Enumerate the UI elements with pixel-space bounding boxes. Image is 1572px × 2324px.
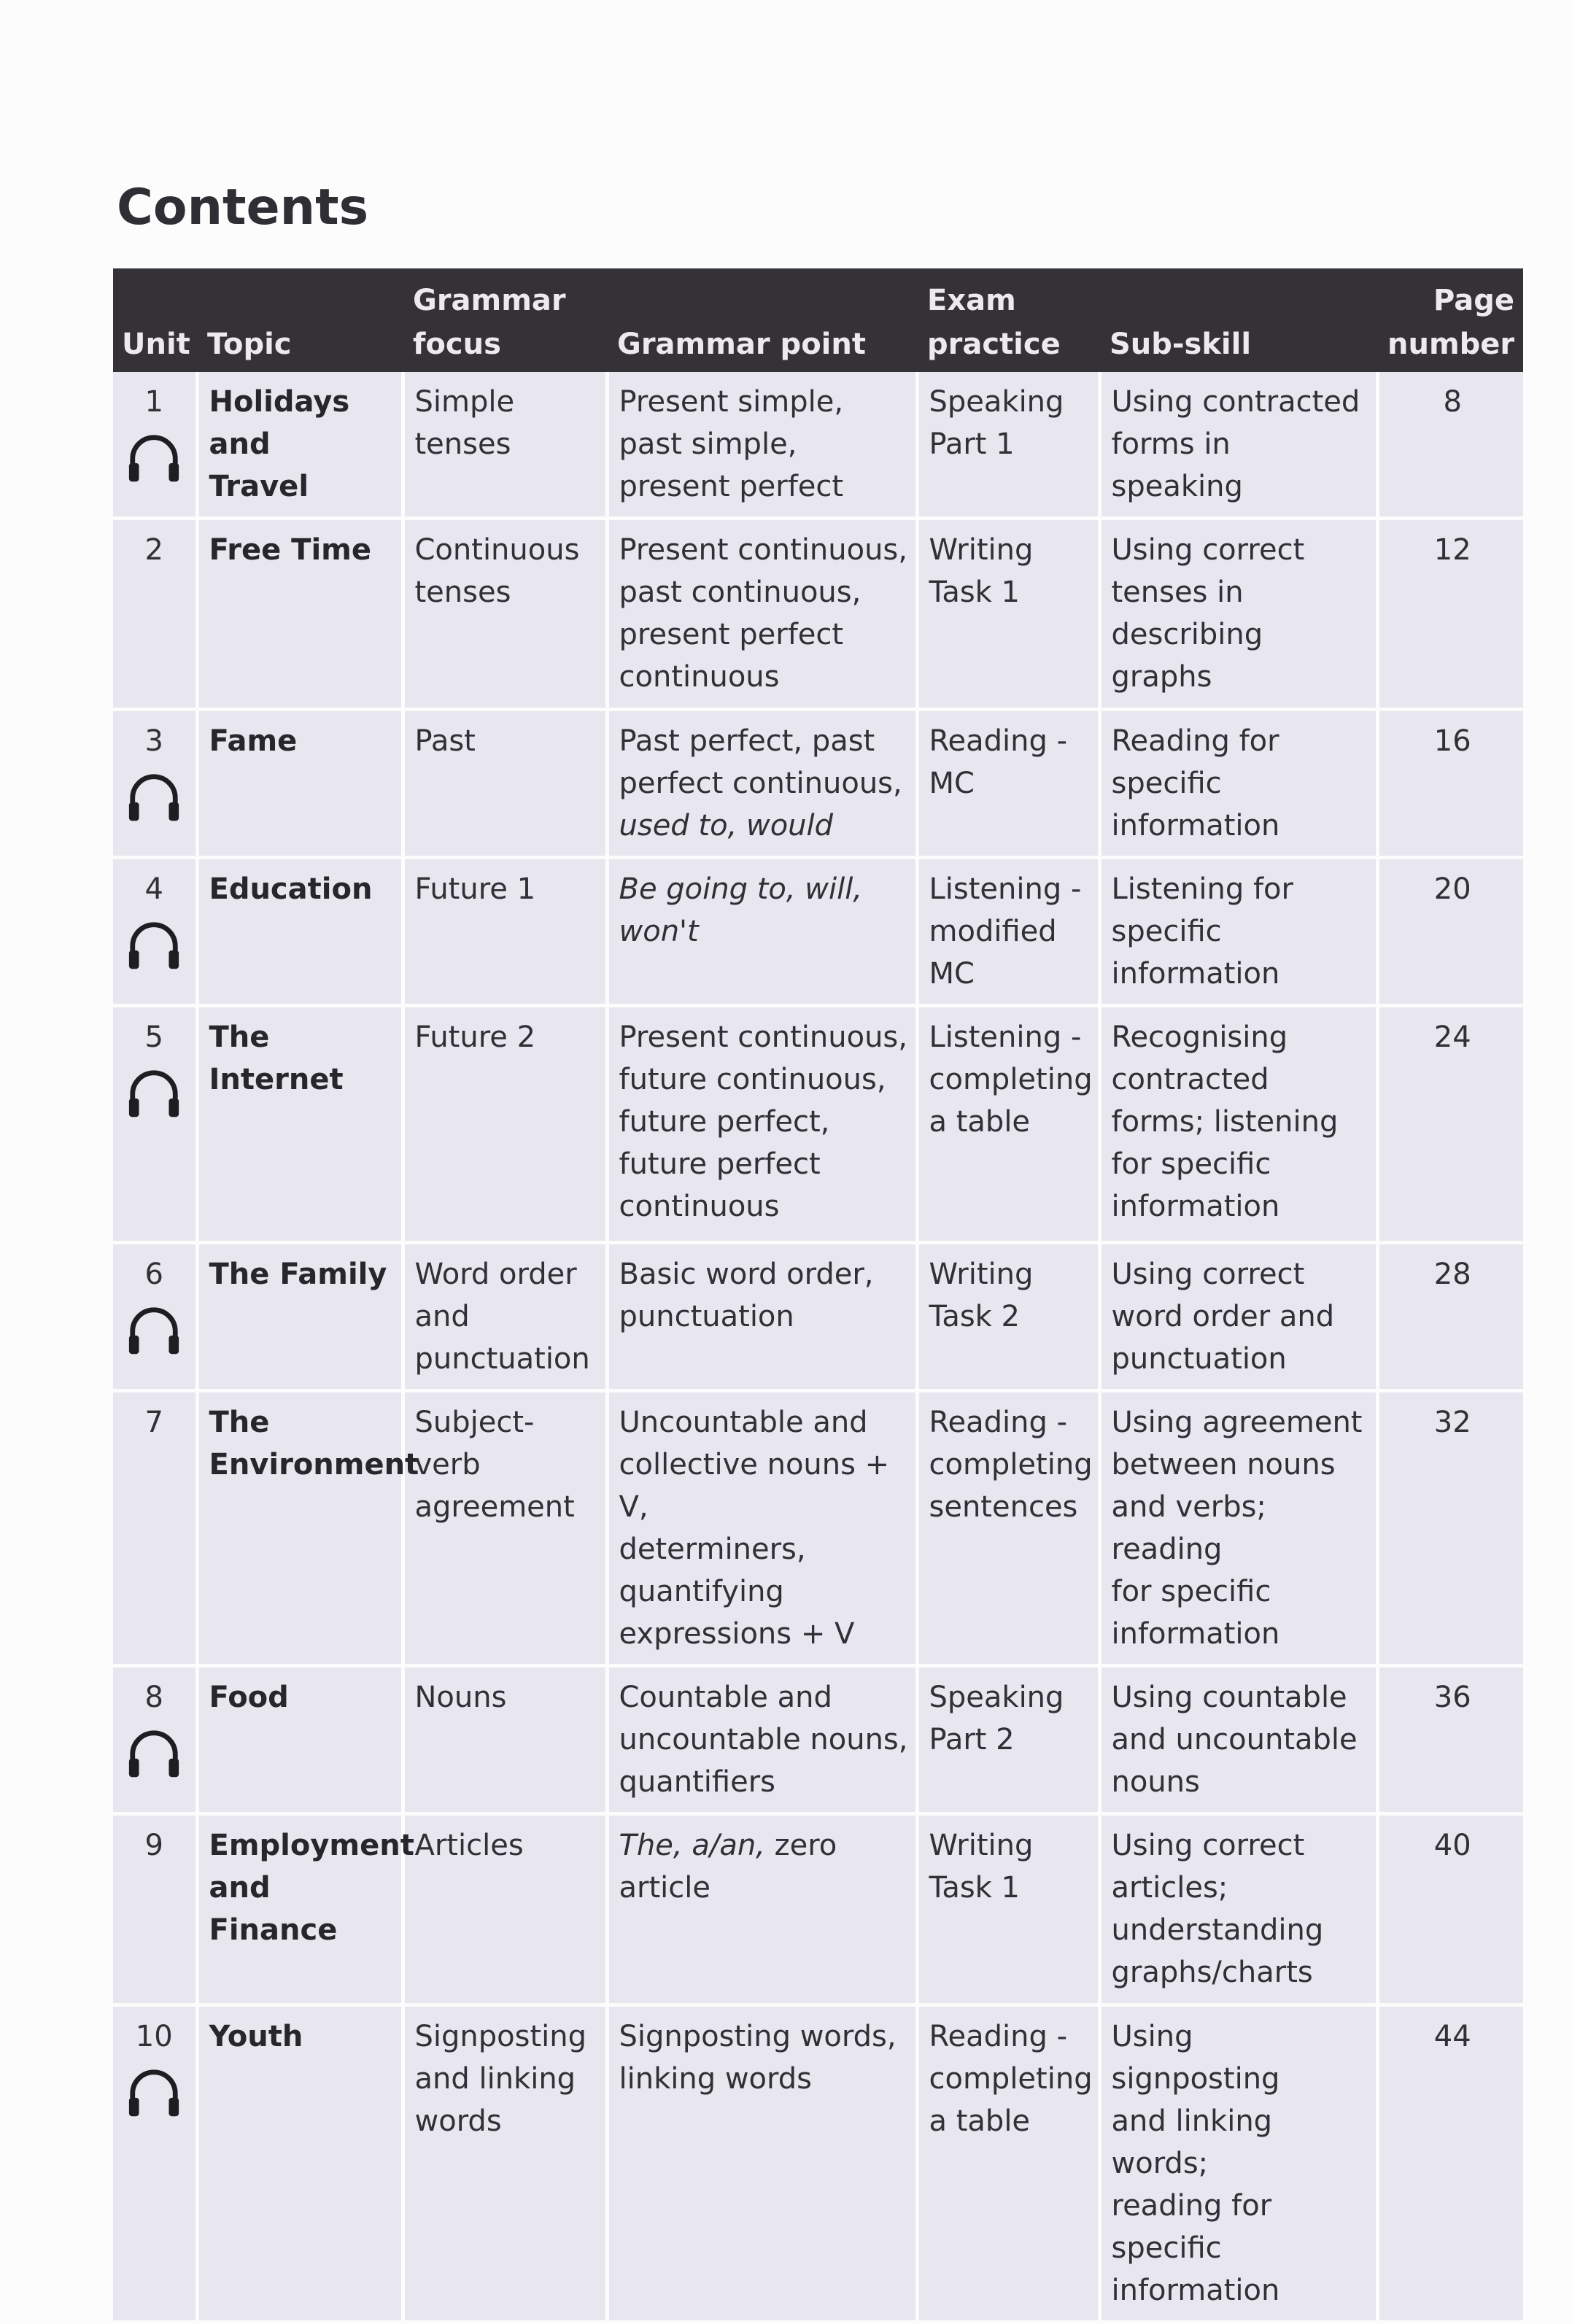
topic-cell (197, 2005, 403, 2323)
exam-practice-cell (917, 710, 1099, 858)
header-sub-skill (1099, 268, 1377, 372)
page-number-cell (1377, 1391, 1523, 1666)
unit-number: 1 (144, 385, 163, 419)
page-title: Contents (117, 179, 369, 236)
exam-practice-cell (917, 372, 1099, 519)
exam-practice-line: Writing (929, 1258, 1034, 1291)
topic-cell (197, 1666, 403, 1814)
grammar-point-cell (607, 372, 917, 519)
sub-skill-line: articles; (1111, 1871, 1228, 1905)
table-row (113, 1243, 1523, 1391)
sub-skill-line: specific (1111, 767, 1222, 800)
sub-skill-cell (1099, 2005, 1377, 2323)
grammar-point-line: Uncountable and (619, 1406, 868, 1439)
sub-skill-cell (1099, 372, 1377, 519)
exam-practice-line: MC (929, 767, 975, 800)
grammar-point-line: quantifying (619, 1575, 784, 1608)
page-number: 28 (1433, 1258, 1471, 1291)
unit-cell (113, 519, 197, 710)
unit-cell (113, 1243, 197, 1391)
page-number-cell (1377, 1666, 1523, 1814)
grammar-focus-cell (403, 858, 607, 1006)
sub-skill-line: and linking words; (1111, 2104, 1273, 2180)
topic-cell (197, 372, 403, 519)
exam-practice-line: completing (929, 1063, 1093, 1096)
topic-cell (197, 1391, 419, 1666)
exam-practice-line: Task 2 (929, 1300, 1020, 1333)
topic-cell (197, 858, 403, 1006)
table-header (113, 268, 1523, 372)
sub-skill-line: graphs/charts (1111, 1956, 1313, 1989)
page-number: 32 (1433, 1406, 1471, 1439)
table-row (113, 2005, 1523, 2323)
sub-skill-line: describing (1111, 618, 1263, 651)
exam-practice-line: modified (929, 915, 1057, 948)
header-grammar-point (607, 268, 917, 372)
grammar-point-cell (607, 1006, 917, 1243)
page-number: 36 (1433, 1681, 1471, 1714)
grammar-focus-line: Future 2 (414, 1020, 536, 1054)
table-row (113, 519, 1523, 710)
grammar-point-line: collective nouns + V, (619, 1448, 890, 1524)
sub-skill-cell (1099, 519, 1377, 710)
sub-skill-line: Reading for (1111, 724, 1279, 758)
page-number: 44 (1433, 2020, 1471, 2053)
grammar-point-line: The, a/an, (619, 1829, 765, 1862)
grammar-point-line: Present continuous, (619, 1020, 907, 1054)
sub-skill-line: information (1111, 2274, 1280, 2307)
grammar-focus-line: Simple (414, 385, 515, 419)
topic-line: The Internet (209, 1020, 344, 1096)
exam-practice-line: Task 1 (929, 576, 1020, 609)
table-row (113, 1666, 1523, 1814)
exam-practice-line: Reading - (929, 1406, 1068, 1439)
unit-cell (113, 372, 197, 519)
sub-skill-line: information (1111, 957, 1280, 991)
topic-cell (197, 1006, 403, 1243)
page-number-cell (1377, 1243, 1523, 1391)
grammar-focus-cell (403, 710, 607, 858)
header-grammar-focus-line2: focus (413, 328, 501, 361)
header-page-line1: Page (1433, 284, 1514, 317)
sub-skill-cell (1099, 1814, 1377, 2005)
topic-line: Employment (209, 1829, 414, 1862)
exam-practice-cell (917, 1006, 1099, 1243)
header-unit-label: Unit (122, 328, 190, 361)
exam-practice-line: Writing (929, 533, 1034, 567)
sub-skill-line: word order and (1111, 1300, 1335, 1333)
sub-skill-line: reading for specific (1111, 2189, 1272, 2265)
grammar-point-line: future perfect (619, 1147, 821, 1181)
unit-cell (113, 1006, 197, 1243)
grammar-focus-line: words (414, 2104, 502, 2138)
header-page-number (1377, 268, 1523, 372)
topic-line: Free Time (209, 533, 371, 567)
exam-practice-line: sentences (929, 1490, 1078, 1524)
sub-skill-line: Recognising (1111, 1020, 1288, 1054)
sub-skill-line: contracted (1111, 1063, 1269, 1096)
unit-cell (113, 2005, 197, 2323)
unit-cell (113, 858, 197, 1006)
unit-number: 6 (144, 1258, 163, 1291)
grammar-focus-line: Articles (414, 1829, 524, 1862)
sub-skill-line: and uncountable (1111, 1723, 1358, 1756)
sub-skill-cell (1099, 1666, 1377, 1814)
grammar-point-cell (607, 710, 917, 858)
header-grammar-focus-line1: Grammar (413, 284, 566, 317)
grammar-point-suffix: zero (764, 1829, 837, 1862)
table-row (113, 858, 1523, 1006)
topic-line: Environment (209, 1448, 419, 1481)
topic-line: Travel (209, 470, 309, 503)
exam-practice-cell (917, 519, 1099, 710)
page-number-cell (1377, 1006, 1523, 1243)
grammar-point-cell (607, 858, 917, 1006)
topic-cell (197, 1814, 414, 2005)
exam-practice-line: Reading - (929, 724, 1068, 758)
sub-skill-line: understanding (1111, 1913, 1324, 1947)
header-topic-label: Topic (207, 328, 292, 361)
exam-practice-cell (917, 1814, 1099, 2005)
sub-skill-line: Using agreement (1111, 1406, 1363, 1439)
unit-cell (113, 1391, 197, 1666)
headphones-icon (125, 770, 182, 826)
exam-practice-line: Listening - (929, 1020, 1082, 1054)
grammar-point-line: determiners, (619, 1533, 806, 1566)
page-number: 12 (1433, 533, 1471, 567)
exam-practice-line: MC (929, 957, 975, 991)
grammar-focus-cell (403, 1391, 607, 1666)
grammar-point-line: Countable and (619, 1681, 832, 1714)
sub-skill-cell (1099, 1006, 1377, 1243)
header-unit (113, 268, 197, 372)
sub-skill-line: between nouns (1111, 1448, 1336, 1481)
grammar-point-line: present perfect (619, 618, 844, 651)
exam-practice-line: Writing (929, 1829, 1034, 1862)
grammar-point-line: used to, would (619, 809, 834, 843)
table-body (113, 372, 1523, 2323)
page-number: 20 (1433, 872, 1471, 906)
grammar-focus-line: Nouns (414, 1681, 507, 1714)
exam-practice-cell (917, 2005, 1099, 2323)
sub-skill-line: information (1111, 809, 1280, 843)
topic-cell (197, 519, 403, 710)
headphones-icon (125, 430, 182, 487)
header-grammar-point-label: Grammar point (617, 328, 866, 361)
contents-table (113, 268, 1523, 2324)
grammar-point-line: continuous (619, 1190, 780, 1223)
unit-number: 8 (144, 1681, 163, 1714)
grammar-point-cell (607, 1666, 917, 1814)
sub-skill-line: information (1111, 1190, 1280, 1223)
headphones-icon (125, 918, 182, 975)
exam-practice-line: Speaking (929, 1681, 1064, 1714)
page-number: 40 (1433, 1829, 1471, 1862)
grammar-point-line: article (619, 1871, 711, 1905)
exam-practice-line: completing (929, 2062, 1093, 2096)
headphones-icon (125, 1726, 182, 1783)
unit-number: 7 (144, 1406, 163, 1439)
sub-skill-cell (1099, 1243, 1377, 1391)
sub-skill-line: Using correct (1111, 1258, 1305, 1291)
sub-skill-line: punctuation (1111, 1342, 1287, 1376)
sub-skill-line: tenses in (1111, 576, 1244, 609)
grammar-point-line: punctuation (619, 1300, 794, 1333)
grammar-focus-cell (403, 2005, 607, 2323)
grammar-focus-cell (403, 1243, 607, 1391)
unit-number: 3 (144, 724, 163, 758)
sub-skill-line: Using signposting (1111, 2020, 1280, 2096)
grammar-focus-cell (403, 372, 607, 519)
page-number-cell (1377, 519, 1523, 710)
exam-practice-line: Part 2 (929, 1723, 1015, 1756)
topic-cell (197, 710, 403, 858)
sub-skill-line: forms; listening (1111, 1105, 1339, 1139)
grammar-point-line: present perfect (619, 470, 844, 503)
page-number-cell (1377, 1814, 1523, 2005)
grammar-point-line: continuous (619, 660, 780, 694)
unit-number: 9 (144, 1829, 163, 1862)
grammar-point-cell (607, 2005, 917, 2323)
sub-skill-cell (1099, 710, 1377, 858)
grammar-point-line: perfect continuous, (619, 767, 902, 800)
grammar-focus-line: Word order (414, 1258, 577, 1291)
grammar-point-line: won't (619, 915, 699, 948)
exam-practice-line: Part 1 (929, 427, 1015, 461)
headphones-icon (125, 2065, 182, 2122)
topic-line: Fame (209, 724, 298, 758)
grammar-point-line: uncountable nouns, (619, 1723, 908, 1756)
page-number-cell (1377, 372, 1523, 519)
unit-cell (113, 1666, 197, 1814)
grammar-point-cell (607, 1814, 917, 2005)
grammar-focus-cell (403, 519, 607, 710)
topic-line: The Family (209, 1258, 387, 1291)
table-row (113, 1814, 1523, 2005)
sub-skill-line: Using correct (1111, 533, 1305, 567)
sub-skill-line: and verbs; reading (1111, 1490, 1266, 1566)
grammar-focus-line: punctuation (414, 1342, 590, 1376)
page-number-cell (1377, 710, 1523, 858)
header-exam-line2: practice (927, 328, 1061, 361)
header-page-line2: number (1387, 328, 1515, 361)
grammar-point-line: expressions + V (619, 1617, 855, 1651)
grammar-focus-line: Past (414, 724, 476, 758)
grammar-point-line: future continuous, (619, 1063, 886, 1096)
sub-skill-line: forms in speaking (1111, 427, 1243, 503)
grammar-focus-line: tenses (414, 427, 511, 461)
page-number: 16 (1433, 724, 1471, 758)
table-row (113, 710, 1523, 858)
header-topic (197, 268, 403, 372)
topic-line: The (209, 1406, 270, 1439)
sub-skill-line: information (1111, 1617, 1280, 1651)
exam-practice-line: a table (929, 1105, 1031, 1139)
sub-skill-line: Using countable (1111, 1681, 1347, 1714)
page-number: 24 (1433, 1020, 1471, 1054)
topic-line: Education (209, 872, 373, 906)
grammar-focus-cell (403, 1666, 607, 1814)
grammar-point-line: Past perfect, past (619, 724, 875, 758)
grammar-point-line: Present continuous, (619, 533, 907, 567)
exam-practice-line: Listening - (929, 872, 1082, 906)
headphones-icon (125, 1303, 182, 1360)
exam-practice-line: completing (929, 1448, 1093, 1481)
exam-practice-cell (917, 1391, 1099, 1666)
grammar-focus-line: and (414, 1300, 470, 1333)
sub-skill-line: Listening for (1111, 872, 1293, 906)
grammar-focus-cell (403, 1006, 607, 1243)
page-number: 8 (1443, 385, 1462, 419)
sub-skill-line: for specific (1111, 1147, 1271, 1181)
page-number-cell (1377, 858, 1523, 1006)
grammar-point-line: quantifiers (619, 1765, 775, 1799)
unit-number: 5 (144, 1020, 163, 1054)
grammar-point-line: Present simple, (619, 385, 844, 419)
topic-line: and Finance (209, 1871, 338, 1947)
grammar-focus-line: Future 1 (414, 872, 536, 906)
header-exam-line1: Exam (927, 284, 1016, 317)
grammar-focus-line: and linking (414, 2062, 576, 2096)
grammar-focus-line: agreement (414, 1490, 575, 1524)
sub-skill-line: Using contracted (1111, 385, 1360, 419)
sub-skill-cell (1099, 1391, 1377, 1666)
unit-cell (113, 710, 197, 858)
grammar-point-line: past simple, (619, 427, 797, 461)
header-exam-practice (917, 268, 1099, 372)
grammar-point-cell (607, 519, 917, 710)
table-row (113, 1006, 1523, 1243)
sub-skill-line: specific (1111, 915, 1222, 948)
unit-number: 10 (135, 2020, 173, 2053)
headphones-icon (125, 1066, 182, 1123)
exam-practice-line: Speaking (929, 385, 1064, 419)
grammar-focus-line: Subject-verb (414, 1406, 535, 1481)
sub-skill-cell (1099, 858, 1377, 1006)
exam-practice-cell (917, 1666, 1099, 1814)
exam-practice-line: Reading - (929, 2020, 1068, 2053)
sub-skill-line: graphs (1111, 660, 1212, 694)
grammar-point-line: future perfect, (619, 1105, 830, 1139)
topic-cell (197, 1243, 403, 1391)
grammar-focus-line: Continuous (414, 533, 580, 567)
exam-practice-cell (917, 1243, 1099, 1391)
unit-cell (113, 1814, 197, 2005)
grammar-focus-cell (403, 1814, 607, 2005)
sub-skill-line: for specific (1111, 1575, 1271, 1608)
topic-line: Food (209, 1681, 289, 1714)
sub-skill-line: nouns (1111, 1765, 1200, 1799)
exam-practice-line: a table (929, 2104, 1031, 2138)
grammar-focus-line: tenses (414, 576, 511, 609)
grammar-point-line: past continuous, (619, 576, 861, 609)
exam-practice-line: Task 1 (929, 1871, 1020, 1905)
grammar-point-line: Signposting words, (619, 2020, 897, 2053)
unit-number: 4 (144, 872, 163, 906)
grammar-point-line: linking words (619, 2062, 812, 2096)
page-number-cell (1377, 2005, 1523, 2323)
header-sub-skill-label: Sub-skill (1110, 328, 1252, 361)
table-row (113, 1391, 1523, 1666)
grammar-point-line: Be going to, will, (619, 872, 863, 906)
topic-line: Youth (209, 2020, 303, 2053)
grammar-focus-line: Signposting (414, 2020, 586, 2053)
unit-number: 2 (144, 533, 163, 567)
grammar-point-cell (607, 1391, 917, 1666)
grammar-point-cell (607, 1243, 917, 1391)
header-grammar-focus (403, 268, 607, 372)
exam-practice-cell (917, 858, 1099, 1006)
grammar-point-line: Basic word order, (619, 1258, 874, 1291)
table-row (113, 372, 1523, 519)
sub-skill-line: Using correct (1111, 1829, 1305, 1862)
topic-line: Holidays and (209, 385, 350, 461)
